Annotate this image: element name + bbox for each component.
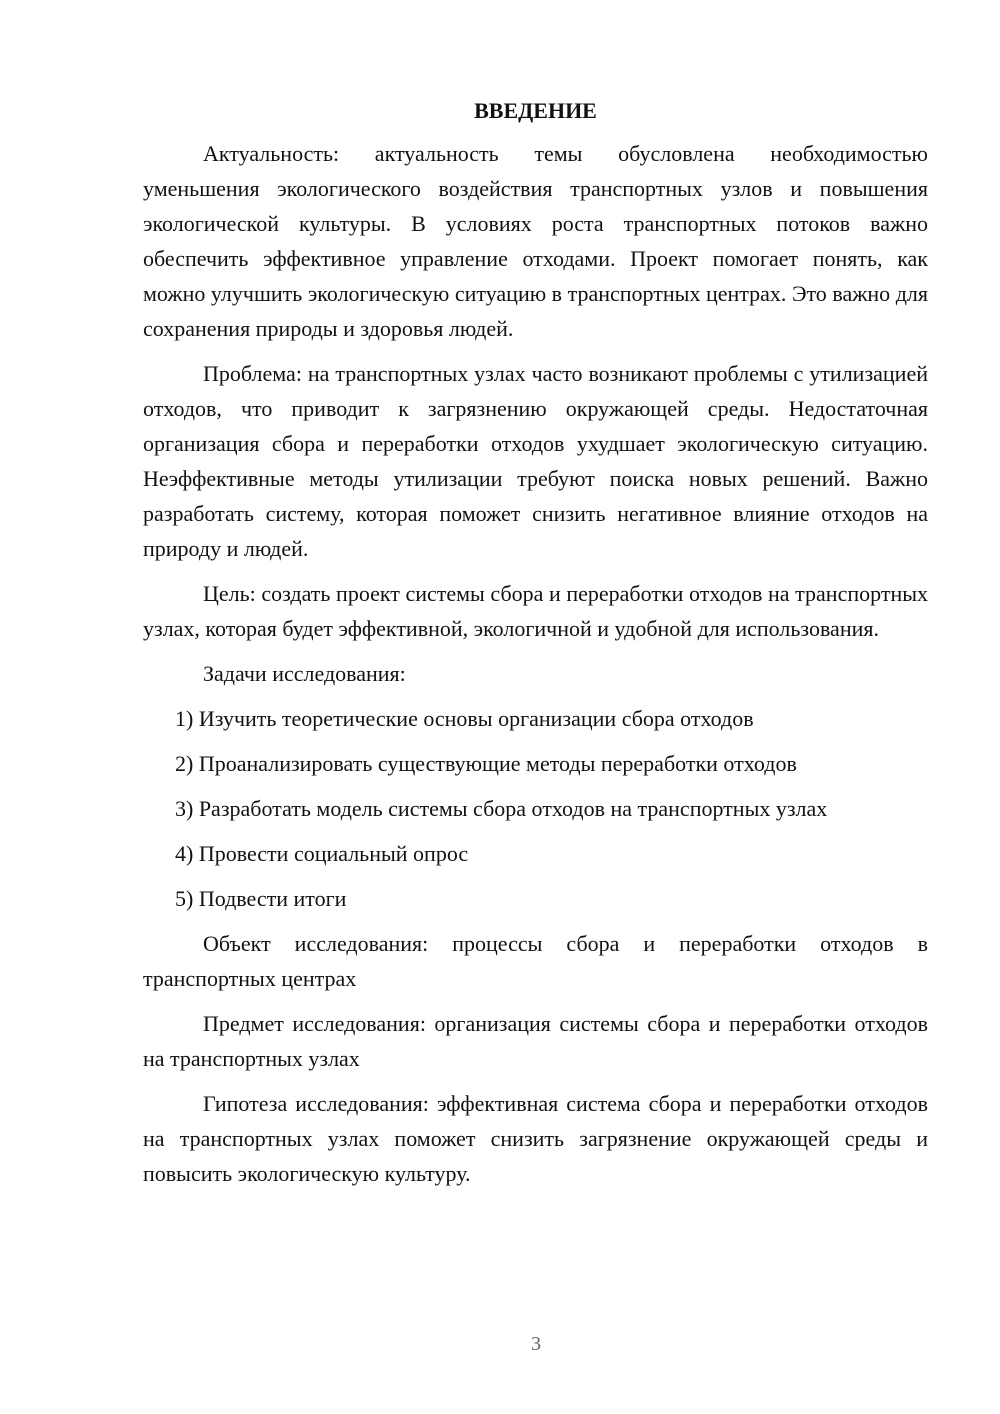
section-title: ВВЕДЕНИЕ [474, 98, 597, 123]
paragraph-hypothesis: Гипотеза исследования: эффективная система сбора и переработки отходов на транспортных узлах поможет снизить загрязнение окружающей среды и повысить экологическую культуру. [143, 1091, 928, 1186]
task-item-2: 2) Проанализировать существующие методы переработки отходов [175, 751, 797, 776]
task-item-3: 3) Разработать модель системы сбора отходов на транспортных узлах [175, 796, 828, 821]
task-item-5: 5) Подвести итоги [175, 886, 347, 911]
paragraph-object: Объект исследования: процессы сбора и переработки отходов в транспортных центрах [143, 931, 928, 991]
task-item-4: 4) Провести социальный опрос [175, 841, 469, 866]
paragraph-relevance: Актуальность: актуальность темы обусловлена необходимостью уменьшения экологического воздействия транспортных узлов и повышения экологической культуры. В условиях роста транспортных потоков важно обеспечить эффективное управление отходами. Проект помогает понять, как можно улучшить экологическую ситуацию в транспортных центрах. Это важно для сохранения природы и здоровья людей. [143, 141, 928, 341]
page-number: 3 [531, 1333, 541, 1355]
page-content [143, 96, 928, 1201]
paragraph-goal: Цель: создать проект системы сбора и переработки отходов на транспортных узлах, которая будет эффективной, экологичной и удобной для использования. [143, 581, 928, 641]
tasks-heading: Задачи исследования: [203, 661, 406, 686]
tasks-list [143, 701, 928, 916]
task-item-1: 1) Изучить теоретические основы организации сбора отходов [175, 706, 754, 731]
paragraph-subject: Предмет исследования: организация системы сбора и переработки отходов на транспортных узлах [143, 1011, 928, 1071]
paragraph-problem: Проблема: на транспортных узлах часто возникают проблемы с утилизацией отходов, что приводит к загрязнению окружающей среды. Недостаточная организация сбора и переработки отходов ухудшает экологическую ситуацию. Неэффективные методы утилизации требуют поиска новых решений. Важно разработать систему, которая поможет снизить негативное влияние отходов на природу и людей. [143, 361, 928, 561]
